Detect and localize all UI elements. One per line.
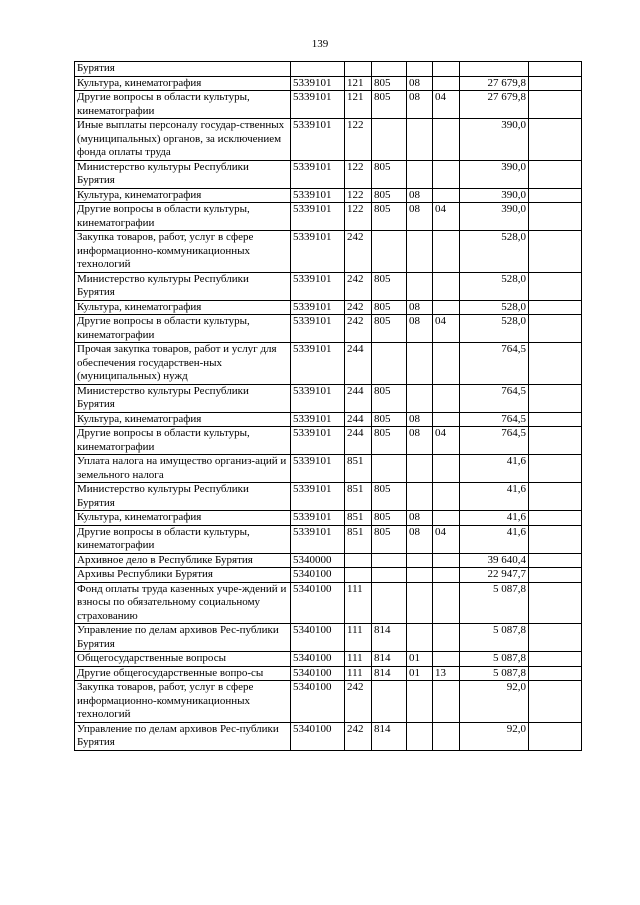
empty-cell <box>529 160 582 188</box>
table-row <box>75 666 582 681</box>
row-name-cell: Иные выплаты персоналу государ-ственных (муниципальных) органов, за исключением фонда оплаты труда <box>75 119 291 161</box>
section-cell: 08 <box>407 525 433 553</box>
ministry-code-cell: 805 <box>372 272 407 300</box>
amount-cell: 39 640,4 <box>460 553 529 568</box>
amount-cell: 528,0 <box>460 300 529 315</box>
table-row <box>75 427 582 455</box>
subsection-cell <box>433 412 460 427</box>
expense-type-cell: 121 <box>345 76 372 91</box>
target-code-cell: 5339101 <box>291 483 345 511</box>
section-cell: 08 <box>407 203 433 231</box>
subsection-cell <box>433 343 460 385</box>
empty-cell <box>529 722 582 750</box>
table-row <box>75 91 582 119</box>
page-number: 139 <box>311 38 329 50</box>
section-cell <box>407 483 433 511</box>
row-name-cell: Архивы Республики Бурятия <box>75 568 291 583</box>
ministry-code-cell <box>372 343 407 385</box>
ministry-code-cell: 805 <box>372 160 407 188</box>
target-code-cell: 5339101 <box>291 231 345 273</box>
ministry-code-cell <box>372 681 407 723</box>
empty-cell <box>529 582 582 624</box>
ministry-code-cell: 814 <box>372 652 407 667</box>
subsection-cell <box>433 568 460 583</box>
expense-type-cell: 242 <box>345 722 372 750</box>
empty-cell <box>529 300 582 315</box>
expense-type-cell: 244 <box>345 427 372 455</box>
empty-cell <box>529 231 582 273</box>
expense-type-cell: 122 <box>345 203 372 231</box>
section-cell <box>407 624 433 652</box>
subsection-cell <box>433 188 460 203</box>
subsection-cell <box>433 553 460 568</box>
section-cell: 08 <box>407 300 433 315</box>
ministry-code-cell: 805 <box>372 525 407 553</box>
subsection-cell <box>433 624 460 652</box>
amount-cell: 528,0 <box>460 231 529 273</box>
subsection-cell <box>433 681 460 723</box>
ministry-code-cell: 805 <box>372 76 407 91</box>
empty-cell <box>529 412 582 427</box>
amount-cell: 22 947,7 <box>460 568 529 583</box>
expense-type-cell: 851 <box>345 525 372 553</box>
expense-type-cell: 122 <box>345 188 372 203</box>
target-code-cell: 5339101 <box>291 412 345 427</box>
table-row <box>75 681 582 723</box>
ministry-code-cell: 805 <box>372 203 407 231</box>
target-code-cell: 5339101 <box>291 525 345 553</box>
budget-table <box>74 61 582 751</box>
target-code-cell: 5339101 <box>291 300 345 315</box>
empty-cell <box>529 91 582 119</box>
table-row <box>75 624 582 652</box>
subsection-cell <box>433 652 460 667</box>
table-row <box>75 384 582 412</box>
subsection-cell <box>433 511 460 526</box>
row-name-cell: Министерство культуры Республики Бурятия <box>75 160 291 188</box>
row-name-cell: Закупка товаров, работ, услуг в сфере информационно-коммуникационных технологий <box>75 231 291 273</box>
target-code-cell: 5340100 <box>291 652 345 667</box>
expense-type-cell: 244 <box>345 384 372 412</box>
target-code-cell: 5339101 <box>291 203 345 231</box>
table-row <box>75 231 582 273</box>
empty-cell <box>529 76 582 91</box>
row-name-cell: Закупка товаров, работ, услуг в сфере информационно-коммуникационных технологий <box>75 681 291 723</box>
row-name-cell: Культура, кинематография <box>75 76 291 91</box>
subsection-cell <box>433 231 460 273</box>
ministry-code-cell <box>372 62 407 77</box>
amount-cell: 5 087,8 <box>460 582 529 624</box>
amount-cell: 92,0 <box>460 681 529 723</box>
section-cell: 08 <box>407 76 433 91</box>
expense-type-cell: 242 <box>345 681 372 723</box>
section-cell <box>407 343 433 385</box>
empty-cell <box>529 315 582 343</box>
target-code-cell: 5339101 <box>291 91 345 119</box>
subsection-cell <box>433 483 460 511</box>
empty-cell <box>529 272 582 300</box>
target-code-cell <box>291 62 345 77</box>
table-row <box>75 455 582 483</box>
subsection-cell <box>433 119 460 161</box>
target-code-cell: 5339101 <box>291 511 345 526</box>
expense-type-cell: 122 <box>345 160 372 188</box>
amount-cell: 5 087,8 <box>460 652 529 667</box>
amount-cell: 27 679,8 <box>460 91 529 119</box>
ministry-code-cell: 814 <box>372 666 407 681</box>
ministry-code-cell <box>372 553 407 568</box>
ministry-code-cell: 805 <box>372 511 407 526</box>
empty-cell <box>529 568 582 583</box>
empty-cell <box>529 384 582 412</box>
ministry-code-cell <box>372 582 407 624</box>
amount-cell: 5 087,8 <box>460 624 529 652</box>
section-cell <box>407 231 433 273</box>
ministry-code-cell: 805 <box>372 412 407 427</box>
table-row <box>75 483 582 511</box>
table-row <box>75 652 582 667</box>
ministry-code-cell <box>372 568 407 583</box>
subsection-cell: 13 <box>433 666 460 681</box>
target-code-cell: 5339101 <box>291 188 345 203</box>
expense-type-cell: 851 <box>345 483 372 511</box>
budget-table-body <box>75 62 582 751</box>
target-code-cell: 5339101 <box>291 315 345 343</box>
expense-type-cell: 242 <box>345 300 372 315</box>
table-row <box>75 300 582 315</box>
subsection-cell <box>433 582 460 624</box>
row-name-cell: Культура, кинематография <box>75 300 291 315</box>
expense-type-cell: 244 <box>345 412 372 427</box>
section-cell <box>407 62 433 77</box>
amount-cell: 764,5 <box>460 384 529 412</box>
amount-cell: 764,5 <box>460 412 529 427</box>
empty-cell <box>529 203 582 231</box>
empty-cell <box>529 427 582 455</box>
subsection-cell <box>433 62 460 77</box>
table-row <box>75 412 582 427</box>
empty-cell <box>529 525 582 553</box>
target-code-cell: 5339101 <box>291 427 345 455</box>
empty-cell <box>529 553 582 568</box>
section-cell: 08 <box>407 188 433 203</box>
row-name-cell: Культура, кинематография <box>75 412 291 427</box>
amount-cell: 390,0 <box>460 203 529 231</box>
empty-cell <box>529 652 582 667</box>
expense-type-cell: 244 <box>345 343 372 385</box>
amount-cell: 528,0 <box>460 272 529 300</box>
expense-type-cell <box>345 553 372 568</box>
row-name-cell: Культура, кинематография <box>75 511 291 526</box>
section-cell: 08 <box>407 412 433 427</box>
row-name-cell: Министерство культуры Республики Бурятия <box>75 384 291 412</box>
target-code-cell: 5340000 <box>291 553 345 568</box>
amount-cell: 390,0 <box>460 160 529 188</box>
empty-cell <box>529 343 582 385</box>
table-row <box>75 582 582 624</box>
ministry-code-cell: 814 <box>372 722 407 750</box>
table-row <box>75 76 582 91</box>
table-row <box>75 203 582 231</box>
subsection-cell <box>433 300 460 315</box>
section-cell: 08 <box>407 315 433 343</box>
subsection-cell: 04 <box>433 525 460 553</box>
table-row <box>75 315 582 343</box>
table-row <box>75 553 582 568</box>
target-code-cell: 5340100 <box>291 681 345 723</box>
table-row <box>75 62 582 77</box>
ministry-code-cell: 814 <box>372 624 407 652</box>
row-name-cell: Министерство культуры Республики Бурятия <box>75 272 291 300</box>
subsection-cell <box>433 384 460 412</box>
target-code-cell: 5340100 <box>291 582 345 624</box>
section-cell: 01 <box>407 652 433 667</box>
expense-type-cell: 121 <box>345 91 372 119</box>
section-cell <box>407 455 433 483</box>
section-cell <box>407 568 433 583</box>
subsection-cell: 04 <box>433 427 460 455</box>
empty-cell <box>529 666 582 681</box>
section-cell: 08 <box>407 511 433 526</box>
amount-cell: 41,6 <box>460 483 529 511</box>
expense-type-cell: 851 <box>345 511 372 526</box>
expense-type-cell: 111 <box>345 652 372 667</box>
subsection-cell <box>433 722 460 750</box>
section-cell <box>407 553 433 568</box>
section-cell <box>407 582 433 624</box>
row-name-cell: Управление по делам архивов Рес-публики Бурятия <box>75 722 291 750</box>
target-code-cell: 5339101 <box>291 119 345 161</box>
empty-cell <box>529 455 582 483</box>
empty-cell <box>529 119 582 161</box>
row-name-cell: Уплата налога на имущество организ-аций и земельного налога <box>75 455 291 483</box>
ministry-code-cell: 805 <box>372 315 407 343</box>
row-name-cell: Другие вопросы в области культуры, кинематографии <box>75 427 291 455</box>
target-code-cell: 5339101 <box>291 384 345 412</box>
amount-cell: 41,6 <box>460 455 529 483</box>
amount-cell: 41,6 <box>460 525 529 553</box>
expense-type-cell: 111 <box>345 666 372 681</box>
amount-cell: 5 087,8 <box>460 666 529 681</box>
ministry-code-cell: 805 <box>372 91 407 119</box>
target-code-cell: 5340100 <box>291 722 345 750</box>
section-cell <box>407 722 433 750</box>
section-cell: 08 <box>407 91 433 119</box>
row-name-cell: Культура, кинематография <box>75 188 291 203</box>
section-cell <box>407 384 433 412</box>
row-name-cell: Другие вопросы в области культуры, кинематографии <box>75 91 291 119</box>
amount-cell: 390,0 <box>460 188 529 203</box>
empty-cell <box>529 624 582 652</box>
amount-cell: 41,6 <box>460 511 529 526</box>
ministry-code-cell: 805 <box>372 384 407 412</box>
amount-cell <box>460 62 529 77</box>
expense-type-cell: 122 <box>345 119 372 161</box>
row-name-cell: Другие вопросы в области культуры, кинематографии <box>75 525 291 553</box>
expense-type-cell: 851 <box>345 455 372 483</box>
target-code-cell: 5340100 <box>291 666 345 681</box>
empty-cell <box>529 62 582 77</box>
table-row <box>75 511 582 526</box>
row-name-cell: Архивное дело в Республике Бурятия <box>75 553 291 568</box>
subsection-cell: 04 <box>433 203 460 231</box>
empty-cell <box>529 681 582 723</box>
table-row <box>75 119 582 161</box>
section-cell: 08 <box>407 427 433 455</box>
row-name-cell: Управление по делам архивов Рес-публики Бурятия <box>75 624 291 652</box>
section-cell: 01 <box>407 666 433 681</box>
table-row <box>75 722 582 750</box>
table-row <box>75 343 582 385</box>
row-name-cell: Другие вопросы в области культуры, кинематографии <box>75 315 291 343</box>
row-name-cell: Другие общегосударственные вопро-сы <box>75 666 291 681</box>
section-cell <box>407 272 433 300</box>
row-name-cell: Министерство культуры Республики Бурятия <box>75 483 291 511</box>
section-cell <box>407 119 433 161</box>
subsection-cell: 04 <box>433 91 460 119</box>
row-name-cell: Другие вопросы в области культуры, кинематографии <box>75 203 291 231</box>
subsection-cell: 04 <box>433 315 460 343</box>
ministry-code-cell <box>372 119 407 161</box>
amount-cell: 92,0 <box>460 722 529 750</box>
ministry-code-cell <box>372 455 407 483</box>
expense-type-cell: 242 <box>345 272 372 300</box>
expense-type-cell: 111 <box>345 624 372 652</box>
row-name-cell: Прочая закупка товаров, работ и услуг для обеспечения государствен-ных (муниципальных) нужд <box>75 343 291 385</box>
target-code-cell: 5339101 <box>291 272 345 300</box>
row-name-cell: Бурятия <box>75 62 291 77</box>
table-row <box>75 568 582 583</box>
subsection-cell <box>433 272 460 300</box>
ministry-code-cell: 805 <box>372 483 407 511</box>
amount-cell: 764,5 <box>460 427 529 455</box>
target-code-cell: 5340100 <box>291 624 345 652</box>
row-name-cell: Фонд оплаты труда казенных учре-ждений и взносы по обязательному социальному страхованию <box>75 582 291 624</box>
target-code-cell: 5339101 <box>291 76 345 91</box>
expense-type-cell: 242 <box>345 231 372 273</box>
expense-type-cell: 111 <box>345 582 372 624</box>
target-code-cell: 5339101 <box>291 343 345 385</box>
amount-cell: 528,0 <box>460 315 529 343</box>
ministry-code-cell: 805 <box>372 300 407 315</box>
expense-type-cell: 242 <box>345 315 372 343</box>
expense-type-cell <box>345 62 372 77</box>
ministry-code-cell: 805 <box>372 188 407 203</box>
table-row <box>75 188 582 203</box>
section-cell <box>407 681 433 723</box>
ministry-code-cell <box>372 231 407 273</box>
target-code-cell: 5340100 <box>291 568 345 583</box>
table-row <box>75 272 582 300</box>
table-row <box>75 160 582 188</box>
row-name-cell: Общегосударственные вопросы <box>75 652 291 667</box>
subsection-cell <box>433 76 460 91</box>
subsection-cell <box>433 455 460 483</box>
table-row <box>75 525 582 553</box>
amount-cell: 390,0 <box>460 119 529 161</box>
amount-cell: 27 679,8 <box>460 76 529 91</box>
expense-type-cell <box>345 568 372 583</box>
empty-cell <box>529 483 582 511</box>
ministry-code-cell: 805 <box>372 427 407 455</box>
amount-cell: 764,5 <box>460 343 529 385</box>
target-code-cell: 5339101 <box>291 160 345 188</box>
empty-cell <box>529 188 582 203</box>
target-code-cell: 5339101 <box>291 455 345 483</box>
subsection-cell <box>433 160 460 188</box>
empty-cell <box>529 511 582 526</box>
section-cell <box>407 160 433 188</box>
